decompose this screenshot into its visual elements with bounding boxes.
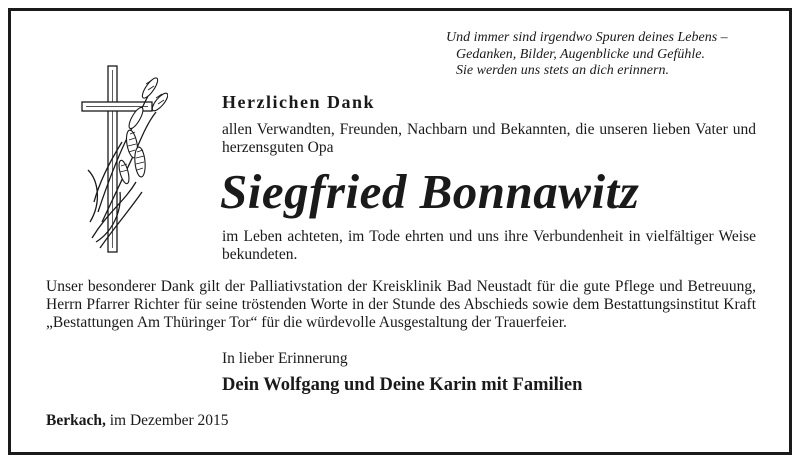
poem-line-3: Sie werden uns stets an dich erinnern. — [456, 63, 669, 78]
date: im Dezember 2015 — [109, 412, 229, 429]
cross-with-wheat-icon — [78, 62, 168, 258]
poem-line-2: Gedanken, Bilder, Augenblicke und Gefühle. — [456, 46, 705, 62]
special-thanks-paragraph: Unser besonderer Dank gilt der Palliativstation der Kreisklinik Bad Neustadt für die gute Pflege und Betreuung, Herrn Pfarrer Richter für seine tröstenden Worte in der Stunde des Abschieds sowie dem Bestattungsinstitut Kraft „Bestattungen Am Thüringer Tor“ für die würdevolle Ausgestaltung der Trauerfeier. — [46, 278, 756, 331]
poem-line-1: Und immer sind irgendwo Spuren deines Lebens – — [446, 30, 728, 45]
deceased-name: Siegfried Bonnawitz — [220, 164, 640, 219]
tribute-text: im Leben achteten, im Tode ehrten und uns ihre Verbundenheit in vielfältiger Weise bekundeten. — [222, 228, 756, 263]
memory-line: In lieber Erinnerung — [222, 350, 348, 367]
memorial-poem — [446, 30, 776, 80]
thanks-heading: Herzlichen Dank — [222, 92, 375, 112]
place-and-date — [46, 412, 229, 430]
signatories: Dein Wolfgang und Deine Karin mit Familien — [222, 375, 583, 395]
place: Berkach, — [46, 412, 106, 429]
dedication-text: allen Verwandten, Freunden, Nachbarn und Bekannten, die unseren lieben Vater und herzensguten Opa — [222, 121, 756, 156]
